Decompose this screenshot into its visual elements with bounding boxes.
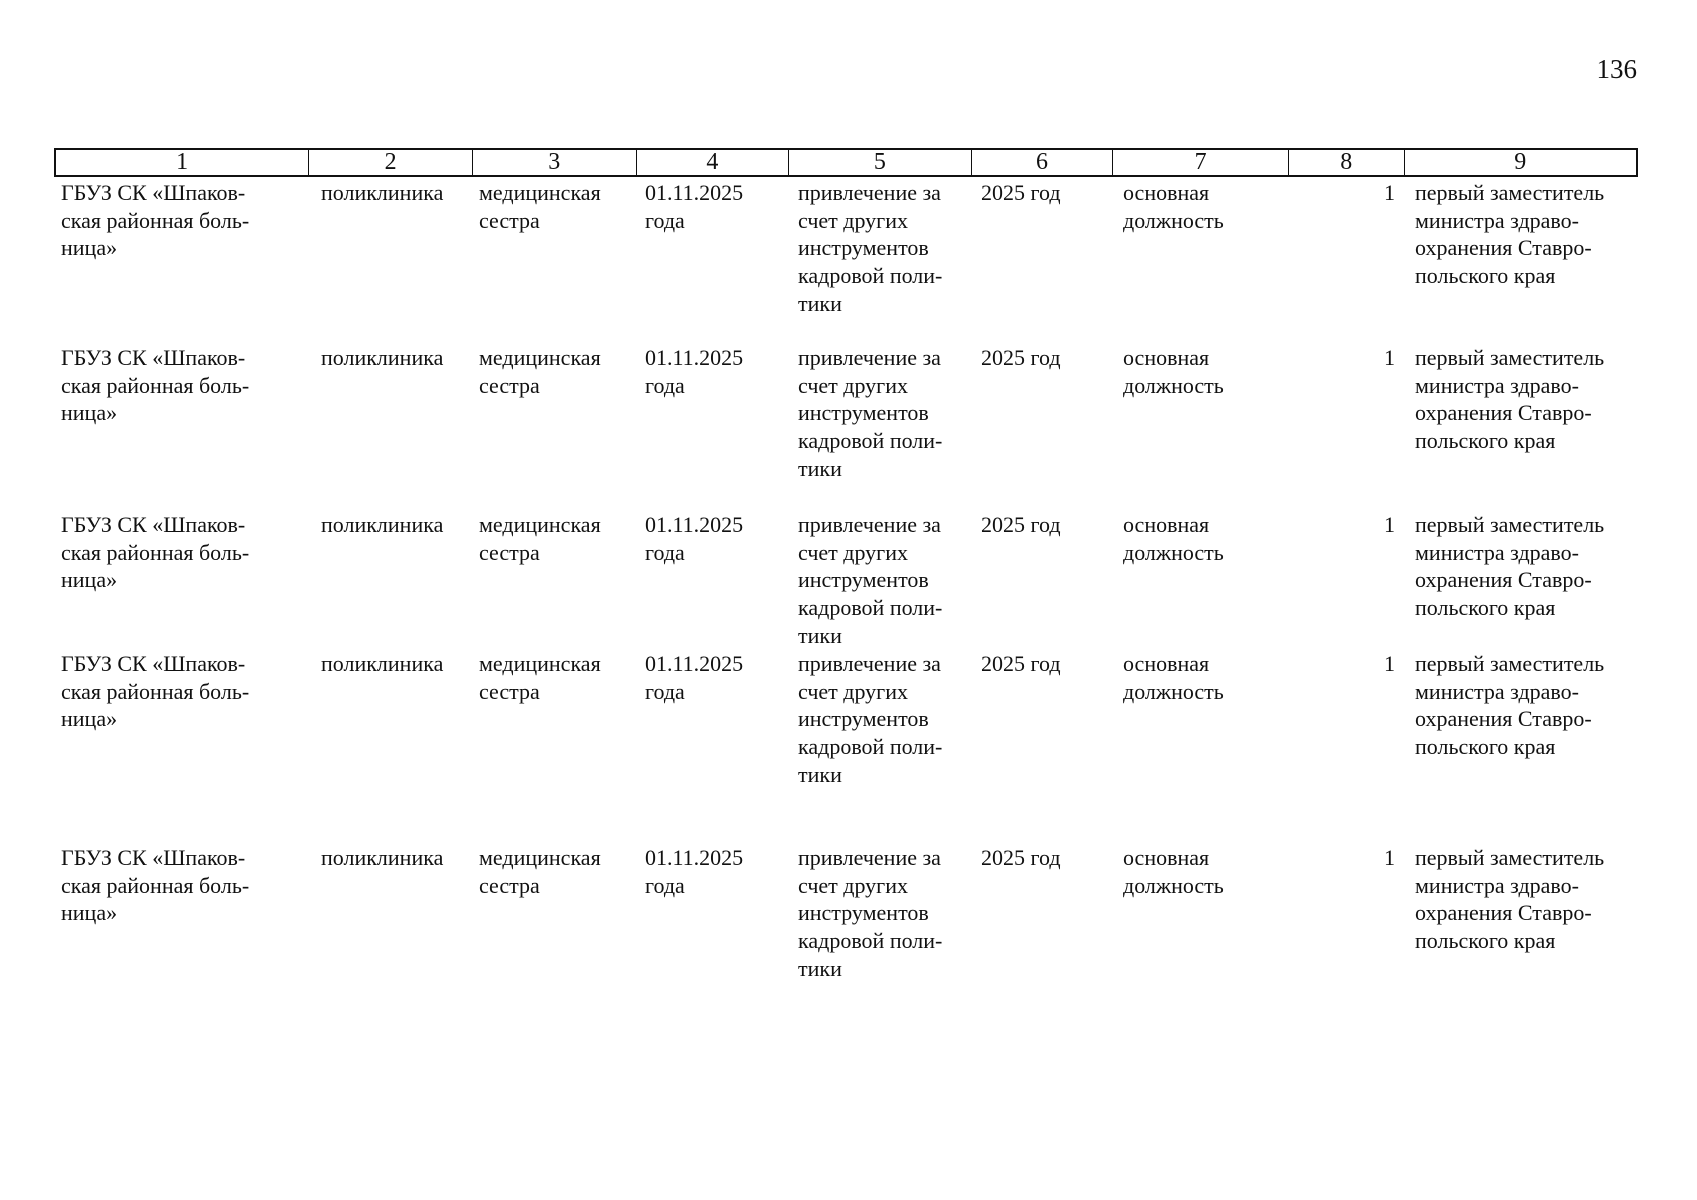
cell-responsible: первый заместитель министра здраво- охранения Ставро- польского края — [1415, 845, 1605, 954]
cell-responsible: первый заместитель министра здраво- охранения Ставро- польского края — [1415, 345, 1605, 454]
staffing-table — [54, 148, 1638, 1004]
table-row — [54, 511, 1638, 650]
cell-employment-type: основная должность — [1123, 345, 1224, 398]
cell-organization: ГБУЗ СК «Шпаков- ская районная боль- ница» — [61, 180, 250, 261]
cell-count: 1 — [1384, 845, 1395, 870]
cell-date: 01.11.2025 года — [645, 651, 744, 704]
cell-organization: ГБУЗ СК «Шпаков- ская районная боль- ница» — [61, 345, 250, 426]
cell-count: 1 — [1384, 345, 1395, 370]
cell-organization: ГБУЗ СК «Шпаков- ская районная боль- ница» — [61, 845, 250, 926]
cell-date: 01.11.2025 года — [645, 512, 744, 565]
cell-year: 2025 год — [981, 345, 1061, 370]
cell-unit: поликлиника — [321, 512, 444, 537]
cell-year: 2025 год — [981, 180, 1061, 205]
cell-date: 01.11.2025 года — [645, 345, 744, 398]
cell-unit: поликлиника — [321, 651, 444, 676]
cell-organization: ГБУЗ СК «Шпаков- ская районная боль- ница» — [61, 651, 250, 732]
page-number: 136 — [1596, 54, 1637, 84]
cell-position: медицинская сестра — [479, 512, 601, 565]
cell-method: привлечение за счет других инструментов кадровой поли- тики — [798, 845, 943, 981]
cell-position: медицинская сестра — [479, 345, 601, 398]
cell-responsible: первый заместитель министра здраво- охранения Ставро- польского края — [1415, 651, 1605, 760]
column-header-4: 4 — [636, 150, 789, 175]
column-header-2: 2 — [308, 150, 472, 175]
table-row — [54, 844, 1638, 1004]
cell-responsible: первый заместитель министра здраво- охранения Ставро- польского края — [1415, 512, 1605, 621]
column-header-8: 8 — [1288, 150, 1404, 175]
cell-method: привлечение за счет других инструментов кадровой поли- тики — [798, 180, 943, 316]
cell-year: 2025 год — [981, 845, 1061, 870]
column-header-3: 3 — [472, 150, 636, 175]
cell-date: 01.11.2025 года — [645, 180, 744, 233]
cell-date: 01.11.2025 года — [645, 845, 744, 898]
cell-count: 1 — [1384, 180, 1395, 205]
cell-method: привлечение за счет других инструментов кадровой поли- тики — [798, 512, 943, 648]
cell-responsible: первый заместитель министра здраво- охранения Ставро- польского края — [1415, 180, 1605, 289]
cell-unit: поликлиника — [321, 180, 444, 205]
cell-year: 2025 год — [981, 512, 1061, 537]
cell-employment-type: основная должность — [1123, 651, 1224, 704]
cell-unit: поликлиника — [321, 845, 444, 870]
cell-employment-type: основная должность — [1123, 180, 1224, 233]
column-header-6: 6 — [971, 150, 1113, 175]
cell-organization: ГБУЗ СК «Шпаков- ская районная боль- ница» — [61, 512, 250, 593]
cell-employment-type: основная должность — [1123, 512, 1224, 565]
cell-position: медицинская сестра — [479, 845, 601, 898]
column-header-7: 7 — [1112, 150, 1288, 175]
column-header-9: 9 — [1404, 150, 1636, 175]
table-row — [54, 650, 1638, 844]
cell-position: медицинская сестра — [479, 180, 601, 233]
column-header-1: 1 — [176, 149, 189, 175]
table-row — [54, 179, 1638, 344]
cell-method: привлечение за счет других инструментов кадровой поли- тики — [798, 651, 943, 787]
cell-year: 2025 год — [981, 651, 1061, 676]
table-row — [54, 344, 1638, 511]
cell-count: 1 — [1384, 651, 1395, 676]
table-header-row — [54, 148, 1638, 177]
cell-unit: поликлиника — [321, 345, 444, 370]
cell-count: 1 — [1384, 512, 1395, 537]
cell-method: привлечение за счет других инструментов кадровой поли- тики — [798, 345, 943, 481]
cell-employment-type: основная должность — [1123, 845, 1224, 898]
cell-position: медицинская сестра — [479, 651, 601, 704]
column-header-5: 5 — [788, 150, 971, 175]
